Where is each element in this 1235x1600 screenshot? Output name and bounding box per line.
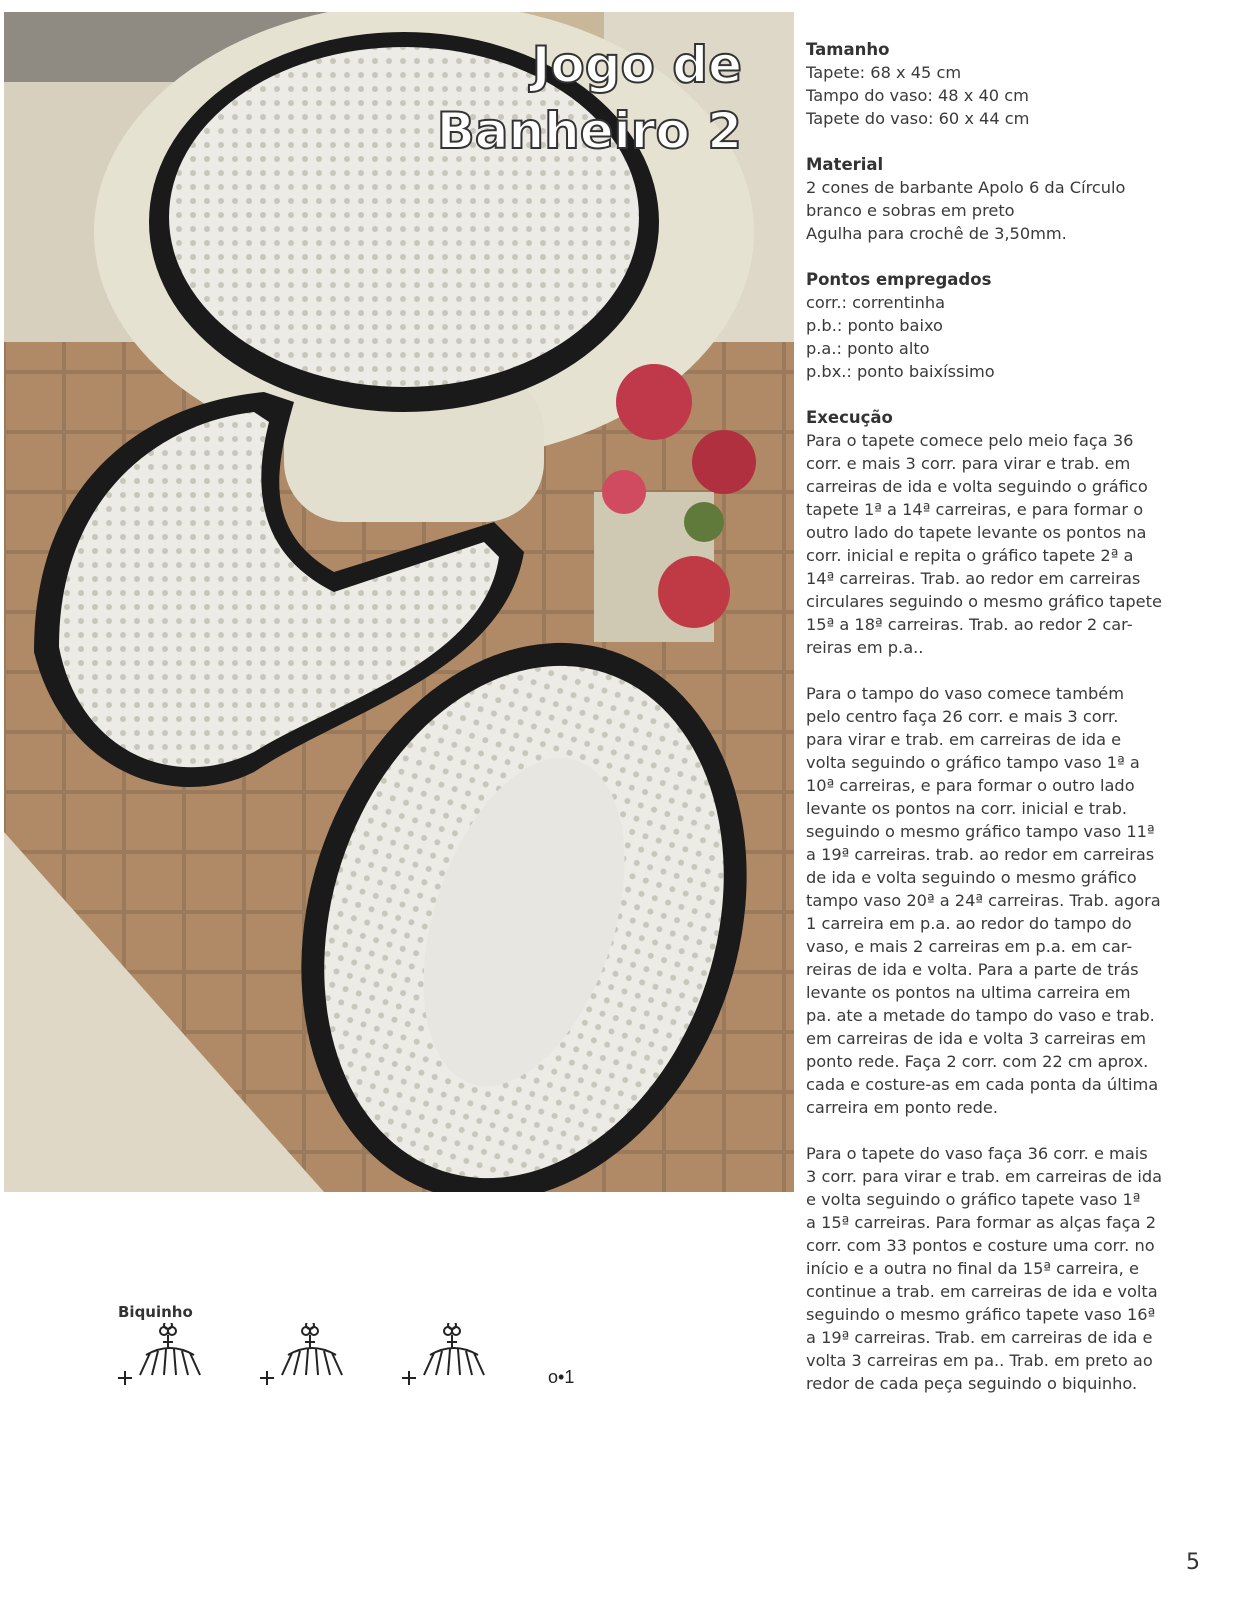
stitch-fan: [282, 1323, 342, 1375]
heading-execucao: Execução: [806, 408, 893, 427]
pontos-line: p.bx.: ponto baixíssimo: [806, 362, 995, 381]
biquinho-stitch-diagram: [110, 1323, 600, 1403]
tamanho-line: Tampo do vaso: 48 x 40 cm: [806, 86, 1029, 105]
page-title: [437, 32, 742, 164]
para-line: reiras de ida e volta. Para a parte de trás: [806, 960, 1139, 979]
para-line: pelo centro faça 26 corr. e mais 3 corr.: [806, 707, 1119, 726]
plus-stitch-icon: [402, 1371, 416, 1385]
material-line: 2 cones de barbante Apolo 6 da Círculo: [806, 178, 1126, 197]
section-pontos: [806, 268, 1191, 383]
para-line: 1 carreira em p.a. ao redor do tampo do: [806, 914, 1132, 933]
stitch-fan: [424, 1323, 484, 1375]
para-line: a 15ª carreiras. Para formar as alças faça 2: [806, 1213, 1157, 1232]
pontos-line: p.a.: ponto alto: [806, 339, 930, 358]
product-photo: [4, 12, 794, 1192]
para-line: carreira em ponto rede.: [806, 1098, 999, 1117]
crochet-bathroom-set-image: [4, 12, 794, 1192]
stitch-fan: [140, 1323, 200, 1375]
execucao-paragraph-1: [806, 429, 1191, 659]
instructions-column: [806, 38, 1191, 1418]
para-line: corr. com 33 pontos e costure uma corr. no: [806, 1236, 1155, 1255]
para-line: cada e costure-as em cada ponta da última: [806, 1075, 1159, 1094]
section-material: [806, 153, 1191, 245]
plus-stitch-icon: [260, 1371, 274, 1385]
para-line: tapete 1ª a 14ª carreiras, e para formar o: [806, 500, 1144, 519]
pontos-line: corr.: correntinha: [806, 293, 946, 312]
para-line: início e a outra no final da 15ª carreira, e: [806, 1259, 1139, 1278]
para-line: circulares seguindo o mesmo gráfico tapete: [806, 592, 1162, 611]
para-line: Para o tapete comece pelo meio faça 36: [806, 431, 1134, 450]
start-mark: o•1: [548, 1367, 575, 1387]
para-line: seguindo o mesmo gráfico tampo vaso 11ª: [806, 822, 1155, 841]
para-line: para virar e trab. em carreiras de ida e: [806, 730, 1122, 749]
para-line: levante os pontos na corr. inicial e trab.: [806, 799, 1128, 818]
para-line: volta 3 carreiras em pa.. Trab. em preto ao: [806, 1351, 1153, 1370]
pontos-line: p.b.: ponto baixo: [806, 316, 943, 335]
page-number: 5: [1186, 1550, 1200, 1575]
para-line: seguindo o mesmo gráfico tapete vaso 16ª: [806, 1305, 1156, 1324]
para-line: 14ª carreiras. Trab. ao redor em carreiras: [806, 569, 1141, 588]
section-execucao: [806, 406, 1191, 1395]
heading-pontos: Pontos empregados: [806, 270, 992, 289]
para-line: reiras em p.a..: [806, 638, 924, 657]
para-line: outro lado do tapete levante os pontos na: [806, 523, 1147, 542]
execucao-paragraph-3: [806, 1142, 1191, 1395]
para-line: Para o tampo do vaso comece também: [806, 684, 1124, 703]
para-line: a 19ª carreiras. Trab. em carreiras de ida e: [806, 1328, 1153, 1347]
para-line: a 19ª carreiras. trab. ao redor em carreiras: [806, 845, 1155, 864]
para-line: 15ª a 18ª carreiras. Trab. ao redor 2 car-: [806, 615, 1133, 634]
title-line-1: Jogo de: [531, 36, 742, 94]
material-line: Agulha para crochê de 3,50mm.: [806, 224, 1067, 243]
execucao-paragraph-2: [806, 682, 1191, 1119]
para-line: tampo vaso 20ª a 24ª carreiras. Trab. agora: [806, 891, 1161, 910]
para-line: em carreiras de ida e volta 3 carreiras em: [806, 1029, 1146, 1048]
para-line: 3 corr. para virar e trab. em carreiras de ida: [806, 1167, 1163, 1186]
para-line: continue a trab. em carreiras de ida e volta: [806, 1282, 1158, 1301]
para-line: redor de cada peça seguindo o biquinho.: [806, 1374, 1138, 1393]
para-line: carreiras de ida e volta seguindo o gráfico: [806, 477, 1148, 496]
para-line: corr. e mais 3 corr. para virar e trab. em: [806, 454, 1131, 473]
title-line-2: Banheiro 2: [436, 102, 742, 160]
para-line: Para o tapete do vaso faça 36 corr. e mais: [806, 1144, 1148, 1163]
biquinho-label: Biquinho: [118, 1303, 193, 1321]
para-line: ponto rede. Faça 2 corr. com 22 cm aprox.: [806, 1052, 1149, 1071]
tamanho-line: Tapete: 68 x 45 cm: [806, 63, 962, 82]
tamanho-line: Tapete do vaso: 60 x 44 cm: [806, 109, 1030, 128]
para-line: 10ª carreiras, e para formar o outro lado: [806, 776, 1135, 795]
para-line: volta seguindo o gráfico tampo vaso 1ª a: [806, 753, 1140, 772]
heading-tamanho: Tamanho: [806, 40, 890, 59]
plus-stitch-icon: [118, 1371, 132, 1385]
para-line: de ida e volta seguindo o mesmo gráfico: [806, 868, 1137, 887]
para-line: levante os pontos na ultima carreira em: [806, 983, 1131, 1002]
section-tamanho: [806, 38, 1191, 130]
para-line: pa. ate a metade do tampo do vaso e trab.: [806, 1006, 1155, 1025]
para-line: vaso, e mais 2 carreiras em p.a. em car-: [806, 937, 1133, 956]
heading-material: Material: [806, 155, 884, 174]
material-line: branco e sobras em preto: [806, 201, 1015, 220]
para-line: corr. inicial e repita o gráfico tapete 2ª a: [806, 546, 1134, 565]
para-line: e volta seguindo o gráfico tapete vaso 1ª: [806, 1190, 1141, 1209]
